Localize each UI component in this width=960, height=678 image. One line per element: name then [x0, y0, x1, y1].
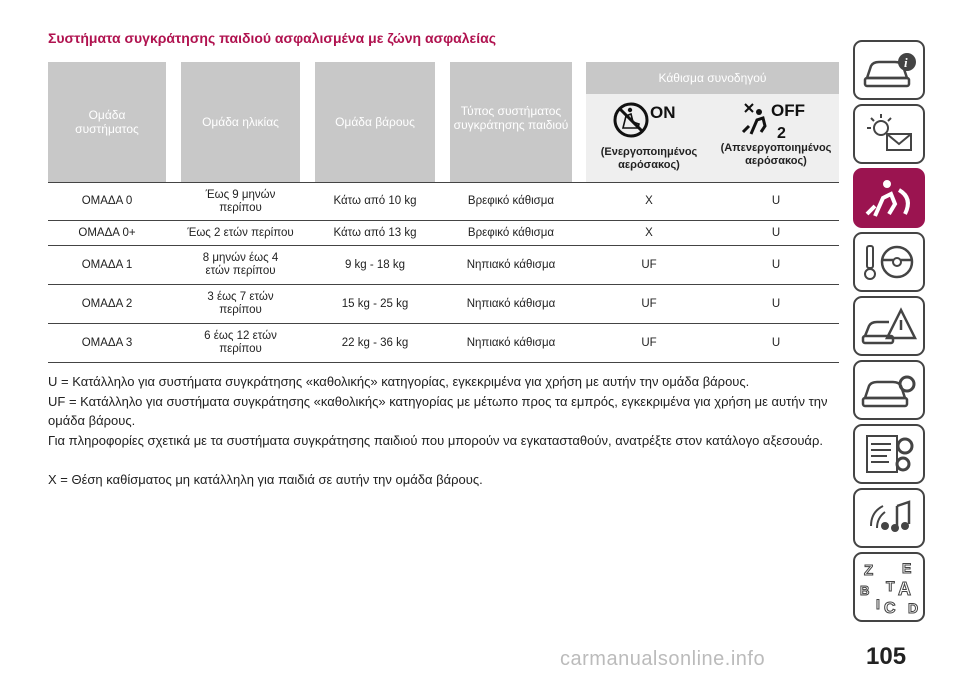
row-type: Βρεφικό κάθισμα [467, 195, 555, 207]
car-emergency-icon [859, 304, 919, 348]
row-airbag-off: U [771, 195, 781, 207]
row-airbag-on: X [645, 226, 653, 239]
airbag-off-icon [731, 98, 821, 144]
row-airbag-off: U [771, 297, 781, 310]
svg-text:C: C [884, 600, 896, 617]
svg-text:i: i [904, 55, 908, 70]
warning-lights-icon [859, 112, 919, 156]
svg-text:B: B [860, 583, 870, 598]
airbag-off-num: 2 [777, 125, 786, 142]
header-weight-column [315, 62, 435, 182]
row-age: 6 έως 12 ετών περίπου [204, 330, 277, 355]
tab-maintenance[interactable] [853, 360, 925, 420]
row-type: Νηπιακό κάθισμα [466, 297, 556, 310]
header-group-column [48, 62, 166, 182]
row-airbag-on: X [645, 195, 653, 207]
header-type-label: Τύπος συστήματος συγκράτησης παιδιού [453, 104, 569, 132]
row-airbag-off: U [771, 336, 781, 349]
header-group-label: Ομάδα συστήματος [75, 108, 139, 136]
tab-warning-lights[interactable] [853, 104, 925, 164]
airbag-on-icon [609, 98, 689, 144]
row-group: ΟΜΑΔΑ 0+ [78, 226, 136, 239]
row-weight: 15 kg - 25 kg [341, 297, 409, 310]
page-number: 105 [866, 643, 907, 670]
row-weight: Κάτω από 10 kg [333, 195, 417, 207]
row-age: 8 μηνών έως 4 ετών περίπου [202, 252, 279, 277]
svg-text:A: A [898, 579, 911, 599]
legend-uf: UF = Κατάλληλο για συστήματα συγκράτησης «καθολικής» κατηγορίας με μέτωπο προς τα εμπρός, εγκεκριμένα για χρήση με αυτήν την ομάδα βάρους. [48, 394, 828, 428]
index-icon [856, 557, 922, 617]
row-age: Έως 2 ετών περίπου [187, 226, 294, 239]
table-row [48, 324, 839, 363]
row-airbag-off: U [771, 226, 781, 239]
legend-accessories-note: Για πληροφορίες σχετικά με τα συστήματα συγκράτησης παιδιού που μπορούν να εγκατασταθούν, ανατρέξτε στον κατάλογο αξεσουάρ. [48, 433, 823, 448]
row-type: Βρεφικό κάθισμα [467, 226, 555, 239]
car-maintenance-icon [859, 368, 919, 412]
car-specs-icon [859, 432, 919, 476]
tab-vehicle-info[interactable] [853, 40, 925, 100]
airbag-off-text: OFF [771, 101, 805, 120]
svg-text:Z: Z [864, 562, 874, 579]
table-row [48, 183, 839, 221]
svg-text:E: E [902, 560, 912, 576]
airbag-on-text: ON [650, 103, 676, 122]
airbag-off-label: (Απενεργοποιημένος αερόσακος) [720, 142, 832, 167]
tab-multimedia[interactable] [853, 488, 925, 548]
row-weight: 22 kg - 36 kg [341, 336, 409, 349]
header-type-column [450, 62, 572, 182]
row-type: Νηπιακό κάθισμα [466, 336, 556, 349]
tab-emergency[interactable] [853, 296, 925, 356]
legend-u: U = Κατάλληλο για συστήματα συγκράτησης «καθολικής» κατηγορίας, εγκεκριμένα για χρήση με αυτήν την ομάδα βάρους. [48, 374, 750, 389]
airbag-on-label: (Ενεργοποιημένος αερόσακος) [600, 146, 698, 171]
row-group: ΟΜΑΔΑ 2 [81, 297, 133, 310]
row-weight: 9 kg - 18 kg [344, 258, 406, 271]
row-age: Έως 9 μηνών περίπου [205, 188, 276, 214]
row-airbag-off: U [771, 258, 781, 271]
tab-starting-driving[interactable] [853, 232, 925, 292]
svg-text:I: I [876, 596, 880, 612]
table-row [48, 246, 839, 285]
row-group: ΟΜΑΔΑ 3 [81, 336, 133, 349]
header-passenger-seat-title: Κάθισμα συνοδηγού [586, 62, 839, 94]
steering-key-icon [859, 240, 919, 284]
watermark: carmanualsonline.info [560, 648, 766, 670]
page-title: Συστήματα συγκράτησης παιδιού ασφαλισμένα με ζώνη ασφαλείας [48, 30, 496, 46]
row-airbag-on: UF [641, 336, 657, 349]
multimedia-icon [859, 496, 919, 540]
tab-technical-data[interactable] [853, 424, 925, 484]
row-group: ΟΜΑΔΑ 0 [81, 195, 133, 207]
airbag-off-column [713, 98, 839, 168]
table-row [48, 221, 839, 246]
header-age-label: Ομάδα ηλικίας [202, 115, 279, 129]
row-age: 3 έως 7 ετών περίπου [207, 291, 274, 316]
header-age-column [181, 62, 300, 182]
header-weight-label: Ομάδα βάρους [335, 115, 415, 129]
row-type: Νηπιακό κάθισμα [466, 258, 556, 271]
header-passenger-seat [586, 62, 839, 182]
row-weight: Κάτω από 13 kg [333, 226, 417, 239]
airbag-on-column [586, 98, 712, 172]
tab-safety[interactable] [853, 168, 925, 228]
car-info-icon [859, 48, 919, 92]
legend-x: X = Θέση καθίσματος μη κατάλληλη για παιδιά σε αυτήν την ομάδα βάρους. [48, 472, 483, 487]
row-group: ΟΜΑΔΑ 1 [81, 258, 133, 271]
table-row [48, 285, 839, 324]
row-airbag-on: UF [641, 258, 657, 271]
airbag-safety-icon [859, 176, 919, 220]
svg-text:T: T [886, 578, 895, 594]
svg-text:D: D [908, 600, 919, 616]
row-airbag-on: UF [641, 297, 657, 310]
tab-index[interactable] [853, 552, 925, 622]
